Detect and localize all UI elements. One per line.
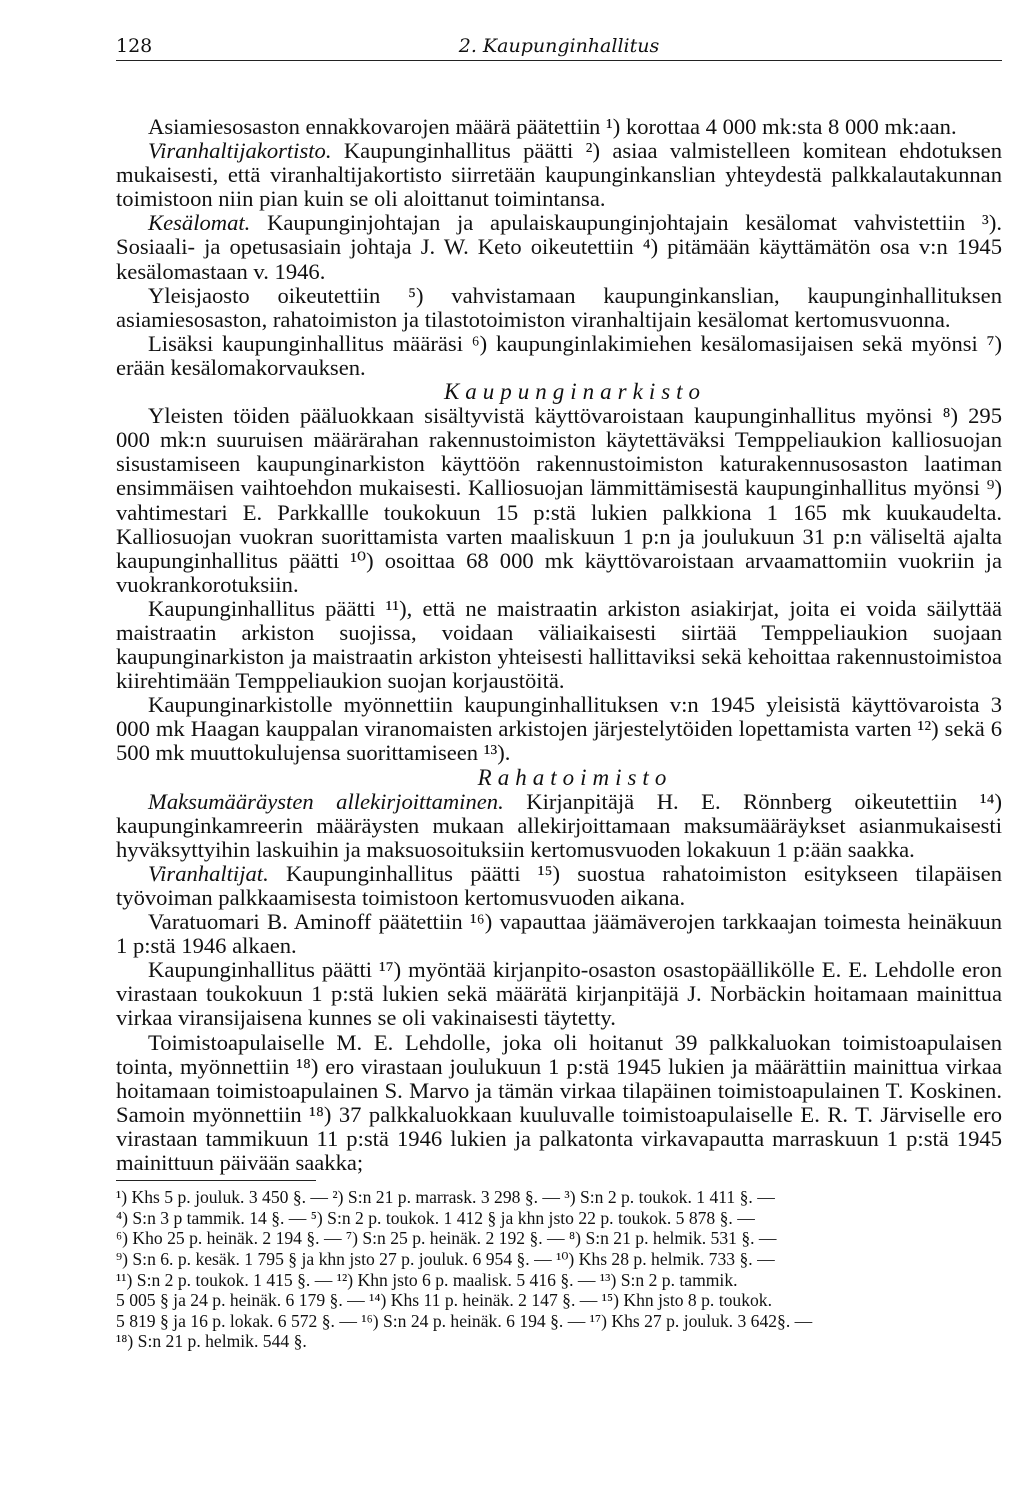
paragraph-lisaksi: Lisäksi kaupunginhallitus määräsi ⁶) kaupunginlakimiehen kesälomasijaisen sekä myönsi ⁷) erään kesälomakorvauksen. xyxy=(116,330,1002,380)
footnote-line: ¹⁸) S:n 21 p. helmik. 544 §. xyxy=(116,1331,307,1352)
body-text xyxy=(116,115,1002,1175)
paragraph-haagan-arkisto: Kaupunginarkistolle myönnettiin kaupunginhallituksen v:n 1945 yleisistä käyttövaroista 3 000 mk Haagan kauppalan viranomaisten arkistojen järjestelytöiden lopettamista varten ¹²) sekä 6 500 mk muuttokulujensa suorittamiseen ¹³). xyxy=(116,692,1002,766)
paragraph-lead: Viranhaltijakortisto. xyxy=(148,138,332,164)
footnote-line: 5 819 § ja 16 p. lokak. 6 572 §. — ¹⁶) S:n 24 p. heinäk. 6 194 §. — ¹⁷) Khs 27 p. jouluk. 3 642§. — xyxy=(116,1310,813,1331)
footnote-line: ⁶) Kho 25 p. heinäk. 2 194 §. — ⁷) S:n 25 p. heinäk. 2 192 §. — ⁸) S:n 21 p. helmik. 531 §. — xyxy=(116,1228,777,1249)
paragraph-kalliosuoja: Yleisten töiden pääluokkaan sisältyvistä käyttövaroistaan kaupunginhallitus myönsi ⁸) 295 000 mk:n suuruisen määrärahan rakennustoimiston käytettäväksi Temppeliaukion kalliosuojan sisustamiseen kaupunginarkiston käyttöön rakennustoimiston katurakennusosaston laatiman ensimmäisen vaihtoehdon mukaisesti. Kalliosuojan lämmittämisestä kaupunginhallitus myönsi ⁹) vahtimestari E. Parkkallle toukokuun 15 p:stä lukien palkkiona 1 165 mk kuukaudelta. Kalliosuojan vuokran suorittamista varten maaliskuun 1 p:n ja joulukuun 31 p:n väliseltä ajalta kaupunginhallitus päätti ¹⁰) osoittaa 68 000 mk käyttövaroistaan arvaamattomiin vuokriin ja vuokrankorotuksiin. xyxy=(116,403,1002,597)
page-number: 128 xyxy=(116,35,153,57)
footnote-line: ¹¹) S:n 2 p. toukok. 1 415 §. — ¹²) Khn jsto 6 p. maalisk. 5 416 §. — ¹³) S:n 2 p. tammik. xyxy=(116,1269,738,1290)
paragraph-lead: Maksumääräysten allekirjoittaminen. xyxy=(148,788,504,814)
document-page xyxy=(116,26,1002,1352)
paragraph-lead: Kesälomat. xyxy=(148,210,251,236)
footnote-line: 5 005 § ja 24 p. heinäk. 6 179 §. — ¹⁴) Khs 11 p. heinäk. 2 147 §. — ¹⁵) Khn jsto 8 p. toukok. xyxy=(116,1290,772,1311)
paragraph-lead: Viranhaltijat. xyxy=(148,860,269,886)
paragraph-aminoff: Varatuomari B. Aminoff päätettiin ¹⁶) vapauttaa jäämäverojen tarkkaajan toimesta heinäkuun 1 p:stä 1946 alkaen. xyxy=(116,909,1002,959)
footnote-line: ⁴) S:n 3 p tammik. 14 §. — ⁵) S:n 2 p. toukok. 1 412 § ja khn jsto 22 p. toukok. 5 878 §. — xyxy=(116,1207,755,1228)
paragraph-asiamiesosasto: Asiamiesosaston ennakkovarojen määrä päätettiin ¹) korottaa 4 000 mk:sta 8 000 mk:aan. xyxy=(148,114,957,139)
section-heading-rahatoimisto: Rahatoimisto xyxy=(477,764,673,790)
paragraph-maistraatin-arkisto: Kaupunginhallitus päätti ¹¹), että ne maistraatin arkiston asiakirjat, joita ei voida säilyttää maistraatin arkiston suojissa, voidaan väliaikaisesti siirtää Temppeliaukion suojaan kaupunginarkiston ja maistraatin arkiston yhteisesti hallittaviksi sekä kehoittaa rakennustoimistoa kiirehtimään Temppeliaukion suojan korjaustöitä. xyxy=(116,595,1002,694)
paragraph-toimistoapulainen: Toimistoapulaiselle M. E. Lehdolle, joka oli hoitanut 39 palkkaluokan toimistoapulaisen tointa, myönnettiin ¹⁸) ero virastaan joulukuun 1 p:stä 1945 lukien ja määrättiin mainittua virkaa hoitamaan toimistoapulainen S. Marvo ja tämän virkaa tilapäinen toimistoapulainen T. Koskinen. Samoin myönnettiin ¹⁸) 37 palkkaluokkaan kuuluvalle toimistoapulaiselle E. R. T. Järviselle ero virastaan tammikuun 11 p:stä 1946 lukien ja palkatonta virkavapautta marraskuun 1 p:stä 1945 mainittuun päivään saakka; xyxy=(116,1029,1002,1176)
paragraph-yleisjaosto: Yleisjaosto oikeutettiin ⁵) vahvistamaan kaupunginkanslian, kaupunginhallituksen asiamiesosaston, rahatoimiston ja tilastotoimiston viranhaltijain kesälomat kertomusvuonna. xyxy=(116,282,1002,332)
paragraph-viranhaltijakortisto: Viranhaltijakortisto. Kaupunginhallitus päätti ²) asiaa valmistelleen komitean ehdotuksen mukaisesti, että viranhaltijakortisto siirretään kaupunginkanslian yhteydestä palkkalautakunnan toimistoon niin pian kuin se oli aloittanut toimintansa. xyxy=(116,138,1002,212)
section-heading-kaupunginarkisto: Kaupunginarkisto xyxy=(443,379,707,405)
footnote-line: ¹) Khs 5 p. jouluk. 3 450 §. — ²) S:n 21 p. marrask. 3 298 §. — ³) S:n 2 p. toukok. 1 411 §. — xyxy=(116,1187,775,1208)
running-title: 2. Kaupunginhallitus xyxy=(458,35,660,57)
footnotes xyxy=(116,1187,1002,1352)
paragraph-lehdolle: Kaupunginhallitus päätti ¹⁷) myöntää kirjanpito-osaston osastopäällikölle E. E. Lehdolle eron virastaan toukokuun 1 p:stä lukien sekä määrätä kirjanpitäjä J. Norbäckin hoitamaan mainittua virkaa viransijaisena kunnes se oli vakinaisesti täytetty. xyxy=(116,957,1002,1031)
paragraph-kesalomat: Kesälomat. Kaupunginjohtajan ja apulaiskaupunginjohtajain kesälomat vahvistettiin ³). Sosiaali- ja opetusasiain johtaja J. W. Keto oikeutettiin ⁴) pitämään käyttämätön osa v:n 1945 kesälomastaan v. 1946. xyxy=(116,210,1002,284)
paragraph-viranhaltijat: Viranhaltijat. Kaupunginhallitus päätti ¹⁵) suostua rahatoimiston esitykseen tilapäisen työvoiman palkkaamisesta toimistoon kertomusvuoden aikana. xyxy=(116,860,1002,910)
footnote-line: ⁹) S:n 6. p. kesäk. 1 795 § ja khn jsto 27 p. jouluk. 6 954 §. — ¹⁰) Khs 28 p. helmik. 733 §. — xyxy=(116,1248,775,1269)
paragraph-maksumaaraykset: Maksumääräysten allekirjoittaminen. Kirjanpitäjä H. E. Rönnberg oikeutettiin ¹⁴) kaupunginkamreerin määräysten mukaan allekirjoittamaan maksumääräykset asianmukaisesti hyväksyttyihin laskuihin ja maksuosoituksiin kertomusvuoden lokakuun 1 p:ään saakka. xyxy=(116,788,1002,862)
footnote-rule xyxy=(116,1180,316,1181)
page-header xyxy=(116,26,1002,61)
